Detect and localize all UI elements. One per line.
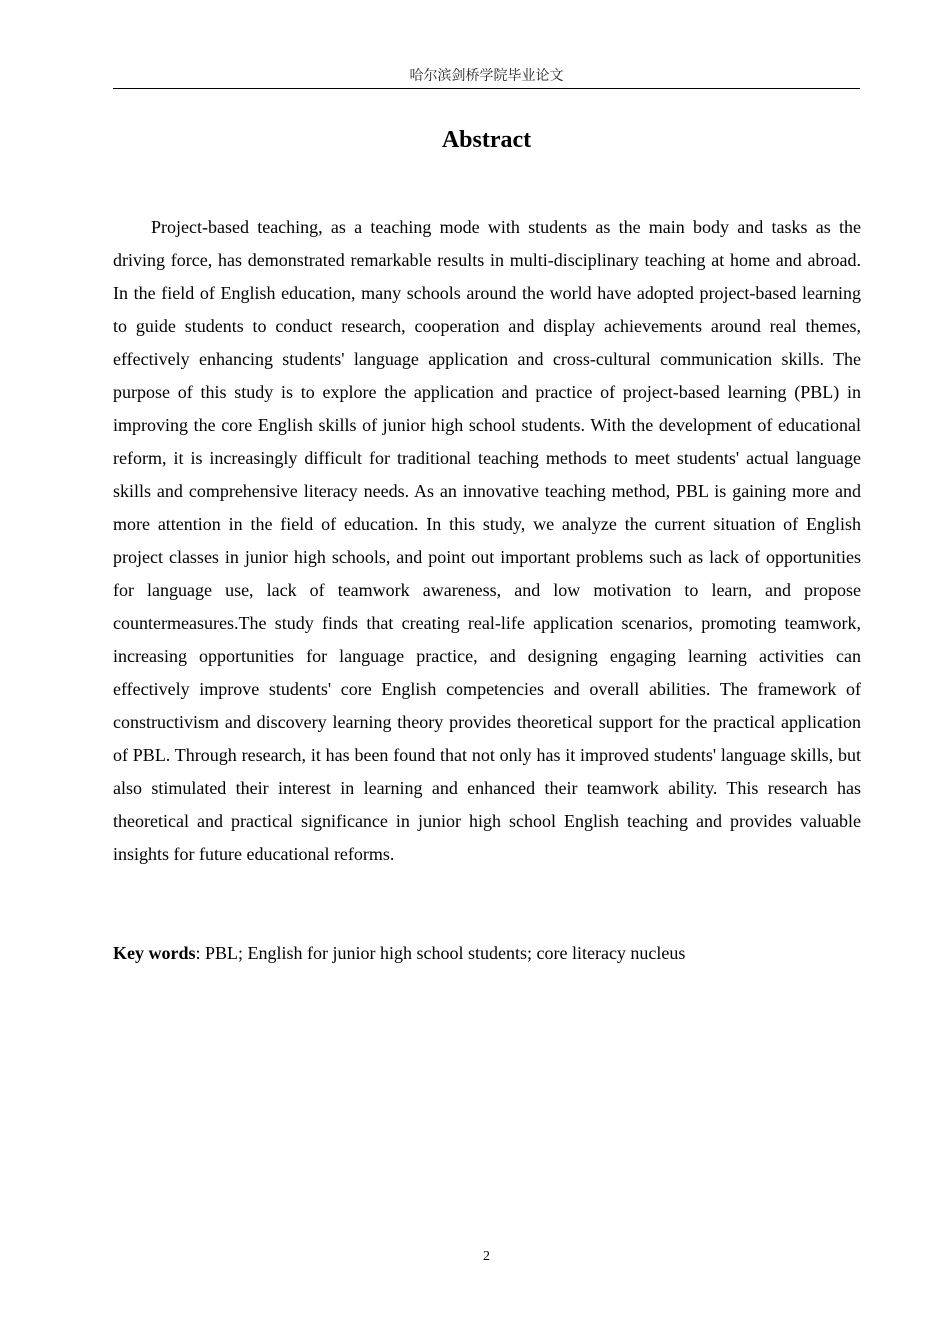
header-rule [113,88,860,89]
abstract-title: Abstract [441,127,532,153]
page-number: 2 [483,1249,490,1264]
abstract-body: Project-based teaching, as a teaching mode with students as the main body and tasks as the driving force, has demonstrated remarkable results in multi-disciplinary teaching at home and abroad. In the field of English education, many schools around the world have adopted project-based learning to guide students to conduct research, cooperation and display achievements around real themes, effectively enhancing students' language application and cross-cultural communication skills. The purpose of this study is to explore the application and practice of project-based learning (PBL) in improving the core English skills of junior high school students. With the development of educational reform, it is increasingly difficult for traditional teaching methods to meet students' actual language skills and comprehensive literacy needs. As an innovative teaching method, PBL is gaining more and more attention in the field of education. In this study, we analyze the current situation of English project classes in junior high schools, and point out important problems such as lack of opportunities for language use, lack of teamwork awareness, and low motivation to learn, and propose countermeasures.The study finds that creating real-life application scenarios, promoting teamwork, increasing opportunities for language practice, and designing engaging learning activities can effectively improve students' core English competencies and overall abilities. The framework of constructivism and discovery learning theory provides theoretical support for the practical application of PBL. Through research, it has been found that not only has it improved students' language skills, but also stimulated their interest in learning and enhanced their teamwork ability. This research has theoretical and practical significance in junior high school English teaching and provides valuable insights for future educational reforms. [113,217,861,864]
keywords-label: Key words [113,943,196,963]
keywords-text: : PBL; English for junior high school students; core literacy nucleus [195,943,686,963]
keywords-line [113,937,861,970]
running-header: 哈尔滨剑桥学院毕业论文 [409,68,564,84]
